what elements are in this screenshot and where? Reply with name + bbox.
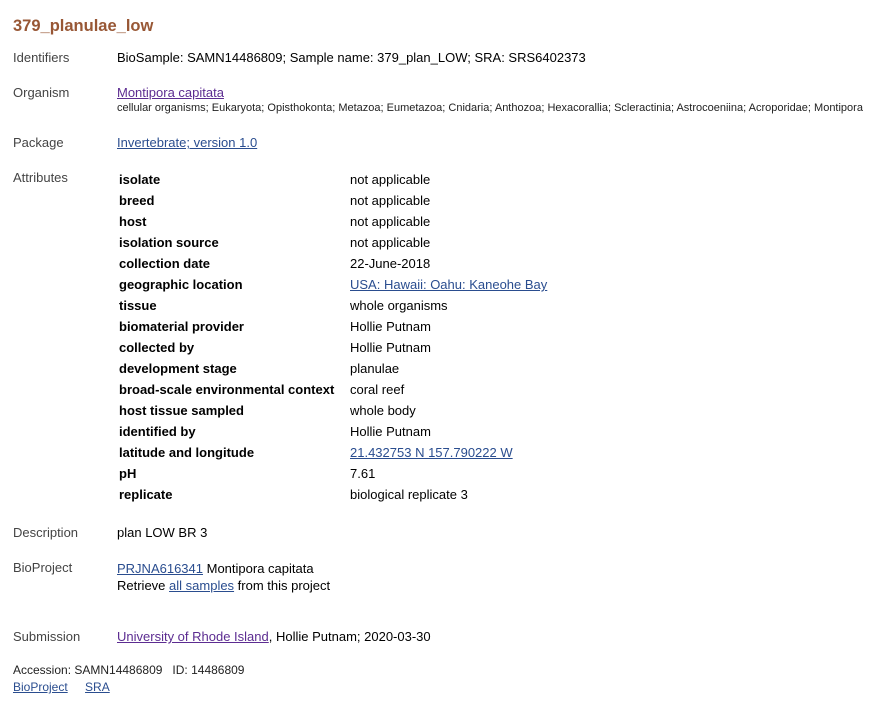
package-value <box>117 135 257 150</box>
attribute-key: isolate <box>119 172 161 187</box>
table-row <box>115 211 551 232</box>
attribute-value: not applicable <box>350 214 431 229</box>
submission-value <box>117 629 431 644</box>
lat-lon-link[interactable]: 21.432753 N 157.790222 W <box>350 445 513 460</box>
all-samples-link[interactable]: all samples <box>169 578 235 593</box>
attribute-value: not applicable <box>350 193 431 208</box>
table-row <box>115 337 551 358</box>
table-row <box>115 190 551 211</box>
attribute-value: not applicable <box>350 172 431 187</box>
attribute-key: identified by <box>119 424 196 439</box>
table-row <box>115 379 551 400</box>
attribute-value: whole body <box>350 403 416 418</box>
attribute-key: host tissue sampled <box>119 403 244 418</box>
retrieve-suffix: from this project <box>234 578 331 593</box>
attribute-key: latitude and longitude <box>119 445 255 460</box>
table-row <box>115 274 551 295</box>
description-label: Description <box>13 525 79 540</box>
attribute-key: biomaterial provider <box>119 319 244 334</box>
table-row <box>115 169 551 190</box>
attribute-value: 22-June-2018 <box>350 256 431 271</box>
submission-details: , Hollie Putnam; 2020-03-30 <box>268 629 431 644</box>
attribute-key: development stage <box>119 361 237 376</box>
attribute-value: not applicable <box>350 235 431 250</box>
organism-label: Organism <box>13 85 70 100</box>
table-row <box>115 463 551 484</box>
table-row <box>115 232 551 253</box>
attribute-value: Hollie Putnam <box>350 319 431 334</box>
attribute-value: Hollie Putnam <box>350 340 431 355</box>
table-row <box>115 295 551 316</box>
attribute-key: broad-scale environmental context <box>119 382 335 397</box>
submission-label: Submission <box>13 629 81 644</box>
attribute-value: 7.61 <box>350 466 376 481</box>
bioproject-accession-link[interactable]: PRJNA616341 <box>117 561 203 576</box>
attribute-value: whole organisms <box>350 298 448 313</box>
table-row <box>115 358 551 379</box>
bioproject-footer-link[interactable]: BioProject <box>13 680 68 694</box>
attribute-value: coral reef <box>350 382 405 397</box>
attribute-key: host <box>119 214 147 229</box>
attribute-value: planulae <box>350 361 400 376</box>
bioproject-name: Montipora capitata <box>203 561 314 576</box>
page-title: 379_planulae_low <box>13 17 154 35</box>
sra-footer-link[interactable]: SRA <box>85 680 110 694</box>
attribute-key: geographic location <box>119 277 243 292</box>
geographic-location-link[interactable]: USA: Hawaii: Oahu: Kaneohe Bay <box>350 277 548 292</box>
attribute-value: Hollie Putnam <box>350 424 431 439</box>
organism-block <box>117 85 863 114</box>
bioproject-label: BioProject <box>13 560 73 575</box>
package-label: Package <box>13 135 64 150</box>
table-row <box>115 442 551 463</box>
attribute-value: biological replicate 3 <box>350 487 468 502</box>
retrieve-prefix: Retrieve <box>117 578 170 593</box>
attribute-key: tissue <box>119 298 157 313</box>
identifiers-value: BioSample: SAMN14486809; Sample name: 379_plan_LOW; SRA: SRS6402373 <box>117 50 586 65</box>
table-row <box>115 400 551 421</box>
table-row <box>115 316 551 337</box>
attribute-key: breed <box>119 193 155 208</box>
identifiers-label: Identifiers <box>13 50 70 65</box>
footer-links <box>13 680 124 694</box>
accession-id: Accession: SAMN14486809 ID: 14486809 <box>13 663 245 677</box>
bioproject-block <box>117 560 330 594</box>
attribute-key: collected by <box>119 340 195 355</box>
submitter-org-link[interactable]: University of Rhode Island <box>117 629 269 644</box>
attribute-key: replicate <box>119 487 173 502</box>
package-link[interactable]: Invertebrate; version 1.0 <box>117 135 258 150</box>
attribute-value <box>346 442 551 463</box>
organism-link[interactable]: Montipora capitata <box>117 85 224 100</box>
attribute-key: isolation source <box>119 235 219 250</box>
attributes-table <box>115 169 551 505</box>
table-row <box>115 484 551 505</box>
attribute-key: collection date <box>119 256 211 271</box>
organism-lineage: cellular organisms; Eukaryota; Opisthokonta; Metazoa; Eumetazoa; Cnidaria; Anthozoa; Hexacorallia; Scleractinia; Astrocoeniina; Acroporidae; Montipora <box>117 102 863 114</box>
table-row <box>115 253 551 274</box>
table-row <box>115 421 551 442</box>
description-value: plan LOW BR 3 <box>117 525 208 540</box>
attribute-value <box>346 274 551 295</box>
attributes-label: Attributes <box>13 170 68 185</box>
attribute-key: pH <box>119 466 137 481</box>
